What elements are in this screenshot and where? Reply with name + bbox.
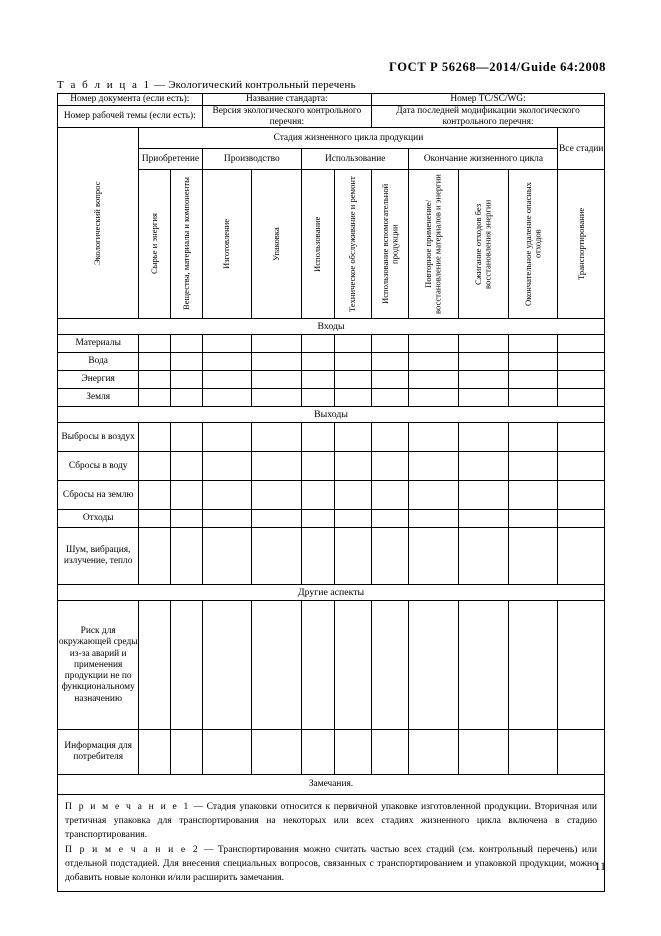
cell[interactable] <box>202 353 252 371</box>
table-row <box>58 423 605 452</box>
cell[interactable] <box>372 423 409 452</box>
cell[interactable] <box>508 452 558 481</box>
cell[interactable] <box>139 510 171 528</box>
cell[interactable] <box>459 371 509 389</box>
table-row <box>58 452 605 481</box>
cell[interactable] <box>302 481 335 510</box>
cell[interactable] <box>409 371 459 389</box>
cell[interactable] <box>202 730 252 775</box>
cell[interactable] <box>139 481 171 510</box>
cell[interactable] <box>252 452 302 481</box>
table-caption-prefix: Т а б л и ц а 1 <box>57 79 152 91</box>
cell[interactable] <box>334 601 371 730</box>
cell[interactable] <box>508 730 558 775</box>
header-all-stages: Все стадии <box>558 128 605 170</box>
cell[interactable] <box>409 353 459 371</box>
cell[interactable] <box>170 389 202 407</box>
header-col-maintenance-repair: Техническое обслуживание и ремонт <box>334 170 371 319</box>
header-lifecycle-row <box>58 128 605 149</box>
row-label-air-emissions: Выбросы в воздух <box>58 423 139 452</box>
table-row <box>58 601 605 730</box>
cell[interactable] <box>508 510 558 528</box>
section-title-inputs: Входы <box>58 319 605 335</box>
cell[interactable] <box>302 371 335 389</box>
cell[interactable] <box>372 528 409 585</box>
meta-row-1 <box>58 94 605 106</box>
cell[interactable] <box>508 335 558 353</box>
row-label-materials: Материалы <box>58 335 139 353</box>
cell[interactable] <box>409 510 459 528</box>
cell[interactable] <box>372 371 409 389</box>
cell[interactable] <box>202 528 252 585</box>
cell[interactable] <box>202 423 252 452</box>
cell[interactable] <box>372 389 409 407</box>
note-1 <box>65 800 597 842</box>
cell[interactable] <box>409 335 459 353</box>
cell[interactable] <box>372 730 409 775</box>
header-group-end-of-life: Окончание жизненного цикла <box>409 149 558 170</box>
header-group-production: Производство <box>202 149 301 170</box>
cell[interactable] <box>202 452 252 481</box>
cell[interactable] <box>252 601 302 730</box>
cell[interactable] <box>334 371 371 389</box>
cell[interactable] <box>459 353 509 371</box>
cell[interactable] <box>302 423 335 452</box>
header-stage-groups-row <box>58 149 605 170</box>
cell[interactable] <box>558 423 605 452</box>
header-group-acquisition: Приобретение <box>139 149 202 170</box>
header-lifecycle-group: Стадия жизненного цикла продукции <box>139 128 558 149</box>
table-row <box>58 335 605 353</box>
cell[interactable] <box>302 730 335 775</box>
cell[interactable] <box>202 510 252 528</box>
cell[interactable] <box>302 353 335 371</box>
cell[interactable] <box>139 335 171 353</box>
cell[interactable] <box>252 423 302 452</box>
cell[interactable] <box>508 389 558 407</box>
cell[interactable] <box>409 528 459 585</box>
cell[interactable] <box>170 423 202 452</box>
section-title-outputs: Выходы <box>58 407 605 423</box>
cell[interactable] <box>459 481 509 510</box>
meta-cell-version: Версия экологического контрольного перечня: <box>202 105 372 128</box>
cell[interactable] <box>558 510 605 528</box>
document-header: ГОСТ Р 56268—2014/Guide 64:2008 <box>388 60 606 74</box>
table-row <box>58 528 605 585</box>
cell[interactable] <box>139 601 171 730</box>
cell[interactable] <box>139 730 171 775</box>
header-col-substances-materials: Вещества, материалы и компоненты <box>170 170 202 319</box>
cell[interactable] <box>508 353 558 371</box>
header-col-raw-materials-energy: Сырье и энергия <box>139 170 171 319</box>
cell[interactable] <box>508 371 558 389</box>
cell[interactable] <box>334 353 371 371</box>
cell[interactable] <box>202 335 252 353</box>
cell[interactable] <box>252 730 302 775</box>
cell[interactable] <box>372 353 409 371</box>
cell[interactable] <box>459 452 509 481</box>
cell[interactable] <box>202 371 252 389</box>
header-col-incineration-no-recovery: Сжигание отходов без восстановления энергии <box>459 170 509 319</box>
cell[interactable] <box>170 601 202 730</box>
cell[interactable] <box>372 510 409 528</box>
cell[interactable] <box>139 423 171 452</box>
cell[interactable] <box>302 510 335 528</box>
cell[interactable] <box>170 353 202 371</box>
cell[interactable] <box>558 389 605 407</box>
row-label-water: Вода <box>58 353 139 371</box>
cell[interactable] <box>170 528 202 585</box>
cell[interactable] <box>252 335 302 353</box>
cell[interactable] <box>170 730 202 775</box>
row-label-energy: Энергия <box>58 371 139 389</box>
table-row <box>58 481 605 510</box>
cell[interactable] <box>508 423 558 452</box>
header-col-final-hazardous-disposal: Окончательное удаление опасных отходов <box>508 170 558 319</box>
cell[interactable] <box>334 452 371 481</box>
cell[interactable] <box>558 528 605 585</box>
cell[interactable] <box>334 335 371 353</box>
cell[interactable] <box>334 510 371 528</box>
cell[interactable] <box>558 371 605 389</box>
cell[interactable] <box>409 389 459 407</box>
header-question-col: Экологический вопрос <box>58 128 139 319</box>
meta-cell-doc-number: Номер документа (если есть): <box>58 94 203 106</box>
row-label-environmental-risk: Риск для окружающей среды из-за аварий и применения продукции не по функциональному назначению <box>58 601 139 730</box>
header-col-transportation: Транспортирование <box>558 170 605 319</box>
cell[interactable] <box>170 510 202 528</box>
cell[interactable] <box>170 335 202 353</box>
note-2-label: П р и м е ч а н и е 2 <box>65 843 200 855</box>
cell[interactable] <box>459 335 509 353</box>
cell[interactable] <box>459 423 509 452</box>
cell[interactable] <box>459 510 509 528</box>
cell[interactable] <box>558 601 605 730</box>
cell[interactable] <box>459 730 509 775</box>
cell[interactable] <box>302 601 335 730</box>
cell[interactable] <box>372 452 409 481</box>
cell[interactable] <box>372 481 409 510</box>
table-row <box>58 371 605 389</box>
page-number: 11 <box>594 859 606 873</box>
table-caption-dash: — <box>154 79 166 91</box>
meta-row-2 <box>58 105 605 128</box>
cell[interactable] <box>558 353 605 371</box>
table-row <box>58 353 605 371</box>
cell[interactable] <box>170 371 202 389</box>
cell[interactable] <box>558 730 605 775</box>
note-2-dash: — <box>203 843 214 855</box>
note-1-text: Стадия упаковки относится к первичной упаковке изготовленной продукции. Вторичная или третичная упаковка для транспортирования на некоторых или всех стадиях жизненного цикла включена в стадию транспортирования. <box>65 801 597 840</box>
header-col-manufacturing: Изготовление <box>202 170 252 319</box>
cell[interactable] <box>334 423 371 452</box>
cell[interactable] <box>558 481 605 510</box>
section-header-other-aspects <box>58 585 605 601</box>
cell[interactable] <box>252 481 302 510</box>
cell[interactable] <box>252 389 302 407</box>
cell[interactable] <box>508 601 558 730</box>
cell[interactable] <box>202 389 252 407</box>
note-2 <box>65 843 597 885</box>
cell[interactable] <box>409 601 459 730</box>
cell[interactable] <box>302 528 335 585</box>
meta-cell-tc-number: Номер TC/SC/WG: <box>372 94 605 106</box>
cell[interactable] <box>139 371 171 389</box>
cell[interactable] <box>334 730 371 775</box>
cell[interactable] <box>459 601 509 730</box>
table-caption <box>57 79 356 91</box>
cell[interactable] <box>459 528 509 585</box>
cell[interactable] <box>202 601 252 730</box>
cell[interactable] <box>334 481 371 510</box>
note-1-label: П р и м е ч а н и е 1 <box>65 801 190 812</box>
cell[interactable] <box>139 452 171 481</box>
cell[interactable] <box>252 371 302 389</box>
cell[interactable] <box>170 452 202 481</box>
cell[interactable] <box>302 452 335 481</box>
cell[interactable] <box>409 423 459 452</box>
header-col-reuse-recovery: Повторное применение/восстановление материалов и энергии <box>409 170 459 319</box>
cell[interactable] <box>508 528 558 585</box>
header-col-use: Использование <box>302 170 335 319</box>
cell[interactable] <box>170 481 202 510</box>
cell[interactable] <box>252 528 302 585</box>
cell[interactable] <box>372 601 409 730</box>
cell[interactable] <box>508 481 558 510</box>
row-label-consumer-information: Информация для потребителя <box>58 730 139 775</box>
section-header-outputs <box>58 407 605 423</box>
cell[interactable] <box>302 335 335 353</box>
cell[interactable] <box>334 389 371 407</box>
cell[interactable] <box>252 353 302 371</box>
table-row <box>58 510 605 528</box>
table-caption-text: Экологический контрольный перечень <box>168 79 356 91</box>
remarks-label: Замечания. <box>58 775 605 795</box>
cell[interactable] <box>139 353 171 371</box>
table-row <box>58 730 605 775</box>
row-label-noise-vibration: Шум, вибрация, излучение, тепло <box>58 528 139 585</box>
row-label-land: Земля <box>58 389 139 407</box>
section-title-other-aspects: Другие аспекты <box>58 585 605 601</box>
cell[interactable] <box>409 452 459 481</box>
remarks-row <box>58 775 605 795</box>
header-columns-row <box>58 170 605 319</box>
ecological-checklist-table <box>57 93 605 795</box>
row-label-water-discharges: Сбросы в воду <box>58 452 139 481</box>
cell[interactable] <box>334 528 371 585</box>
cell[interactable] <box>409 730 459 775</box>
cell[interactable] <box>302 389 335 407</box>
cell[interactable] <box>558 452 605 481</box>
cell[interactable] <box>139 389 171 407</box>
cell[interactable] <box>202 481 252 510</box>
cell[interactable] <box>139 528 171 585</box>
meta-cell-work-theme: Номер рабочей темы (если есть): <box>58 105 203 128</box>
cell[interactable] <box>409 481 459 510</box>
cell[interactable] <box>252 510 302 528</box>
cell[interactable] <box>459 389 509 407</box>
header-col-packaging: Упаковка <box>252 170 302 319</box>
table-row <box>58 389 605 407</box>
note-1-dash: — <box>193 801 204 812</box>
notes-block <box>57 795 605 892</box>
row-label-land-discharges: Сбросы на землю <box>58 481 139 510</box>
header-group-use: Использование <box>302 149 409 170</box>
cell[interactable] <box>558 335 605 353</box>
section-header-inputs <box>58 319 605 335</box>
meta-cell-standard-name: Название стандарта: <box>202 94 372 106</box>
note-2-text: Транспортирования можно считать частью всех стадий (см. контрольный перечень) или отдельной подстадией. Для внесения специальных вопросов, связанных с транспортированием и упаковкой продукции, можно добавить новые колонки и/или расширить замечания. <box>65 843 597 883</box>
meta-cell-modification-date: Дата последней модификации экологического контрольного перечня: <box>372 105 605 128</box>
header-col-auxiliary-products: Использование вспомогательной продукции <box>372 170 409 319</box>
row-label-waste: Отходы <box>58 510 139 528</box>
cell[interactable] <box>372 335 409 353</box>
